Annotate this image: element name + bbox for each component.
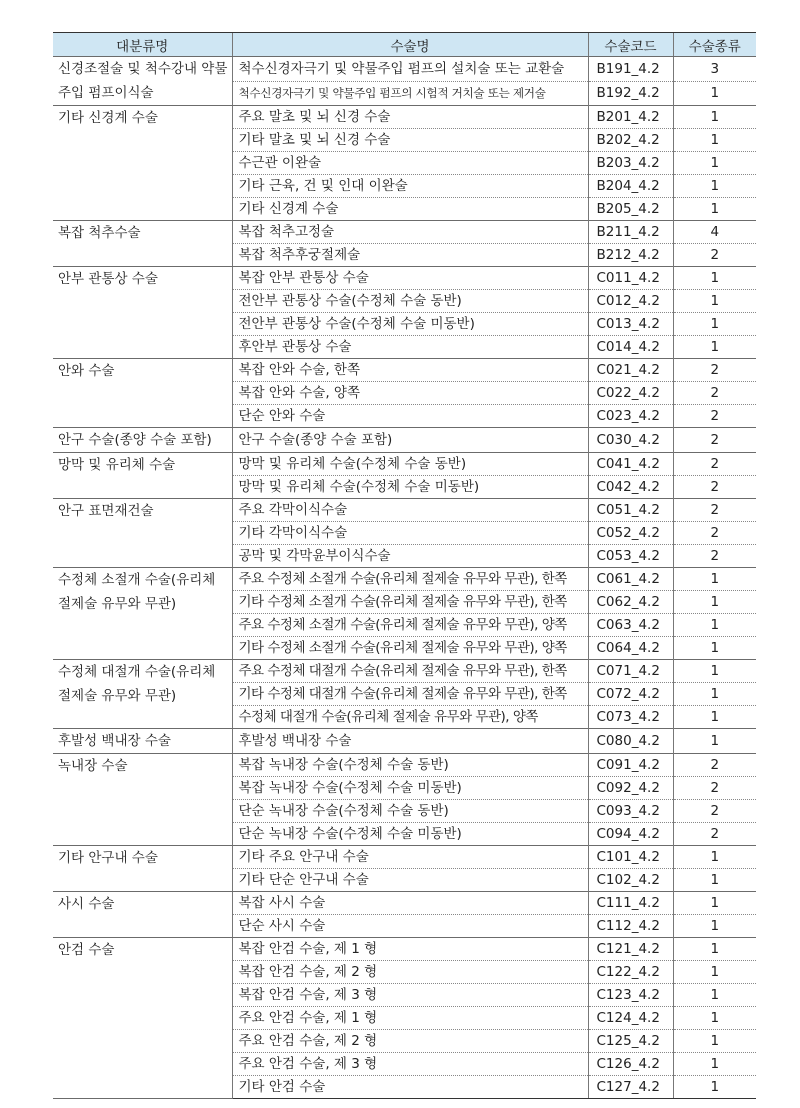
surgery-type-cell: 2	[673, 522, 756, 545]
table-row	[53, 499, 756, 522]
surgery-type-cell: 4	[673, 221, 756, 244]
surgery-type-cell: 1	[673, 175, 756, 198]
surgery-code-cell: C126_4.2	[588, 1053, 673, 1076]
surgery-type-cell: 2	[673, 382, 756, 405]
surgery-type-cell: 3	[673, 57, 756, 82]
header-surgery-name: 수술명	[232, 33, 588, 57]
surgery-type-cell: 1	[673, 81, 756, 106]
surgery-name-cell: 기타 단순 안구내 수술	[232, 869, 588, 892]
surgery-name-cell: 주요 안검 수술, 제 2 형	[232, 1030, 588, 1053]
header-surgery-type: 수술종류	[673, 33, 756, 57]
surgery-type-cell: 2	[673, 754, 756, 777]
surgery-name-cell: 후발성 백내장 수술	[232, 729, 588, 754]
table-row	[53, 57, 756, 82]
surgery-name-cell: 망막 및 유리체 수술(수정체 수술 동반)	[232, 453, 588, 476]
category-cell: 사시 수술	[53, 892, 232, 938]
surgery-code-cell: C062_4.2	[588, 591, 673, 614]
surgery-name-cell: 기타 수정체 소절개 수술(유리체 절제술 유무와 무관), 한쪽	[232, 591, 588, 614]
surgery-type-cell: 1	[673, 614, 756, 637]
surgery-code-cell: B203_4.2	[588, 152, 673, 175]
surgery-name-cell: 전안부 관통상 수술(수정체 수술 미동반)	[232, 313, 588, 336]
surgery-code-cell: C022_4.2	[588, 382, 673, 405]
surgery-code-cell: B205_4.2	[588, 198, 673, 221]
surgery-type-cell: 1	[673, 267, 756, 290]
table-row	[53, 892, 756, 915]
category-cell: 안와 수술	[53, 359, 232, 428]
surgery-type-cell: 2	[673, 545, 756, 568]
table-row	[53, 754, 756, 777]
surgery-code-cell: C091_4.2	[588, 754, 673, 777]
surgery-type-cell: 2	[673, 476, 756, 499]
surgery-code-cell: C101_4.2	[588, 846, 673, 869]
surgery-name-cell: 망막 및 유리체 수술(수정체 수술 미동반)	[232, 476, 588, 499]
surgery-type-cell: 2	[673, 453, 756, 476]
category-cell: 기타 신경계 수술	[53, 106, 232, 221]
surgery-type-cell: 1	[673, 290, 756, 313]
surgery-code-cell: C122_4.2	[588, 961, 673, 984]
surgery-name-cell: 주요 안검 수술, 제 3 형	[232, 1053, 588, 1076]
surgery-type-cell: 1	[673, 706, 756, 729]
surgery-name-cell: 복잡 척추고정술	[232, 221, 588, 244]
surgery-type-cell: 1	[673, 846, 756, 869]
surgery-type-cell: 2	[673, 823, 756, 846]
category-cell: 기타 안구내 수술	[53, 846, 232, 892]
surgery-type-cell: 1	[673, 313, 756, 336]
surgery-code-cell: C061_4.2	[588, 568, 673, 591]
surgery-code-cell: C111_4.2	[588, 892, 673, 915]
surgery-name-cell: 공막 및 각막윤부이식수술	[232, 545, 588, 568]
surgery-type-cell: 1	[673, 1030, 756, 1053]
surgery-code-cell: C014_4.2	[588, 336, 673, 359]
surgery-name-cell: 단순 녹내장 수술(수정체 수술 동반)	[232, 800, 588, 823]
surgery-name-cell: 기타 말초 및 뇌 신경 수술	[232, 129, 588, 152]
surgery-type-cell: 1	[673, 106, 756, 129]
surgery-code-cell: B202_4.2	[588, 129, 673, 152]
category-cell: 안구 수술(종양 수술 포함)	[53, 428, 232, 453]
category-cell: 안검 수술	[53, 938, 232, 1099]
surgery-code-cell: C121_4.2	[588, 938, 673, 961]
surgery-name-cell: 후안부 관통상 수술	[232, 336, 588, 359]
surgery-type-cell: 1	[673, 1076, 756, 1099]
surgery-name-cell: 척수신경자극기 및 약물주입 펌프의 시험적 거치술 또는 제거술	[232, 81, 588, 106]
surgery-code-cell: C071_4.2	[588, 660, 673, 683]
surgery-name-cell: 기타 수정체 소절개 수술(유리체 절제술 유무와 무관), 양쪽	[232, 637, 588, 660]
surgery-name-cell: 기타 각막이식수술	[232, 522, 588, 545]
surgery-code-table-page	[53, 32, 756, 1099]
surgery-code-cell: C063_4.2	[588, 614, 673, 637]
surgery-type-cell: 2	[673, 359, 756, 382]
surgery-name-cell: 주요 수정체 소절개 수술(유리체 절제술 유무와 무관), 양쪽	[232, 614, 588, 637]
surgery-code-cell: C021_4.2	[588, 359, 673, 382]
surgery-type-cell: 1	[673, 938, 756, 961]
surgery-code-cell: C053_4.2	[588, 545, 673, 568]
category-cell: 복잡 척추수술	[53, 221, 232, 267]
surgery-name-cell: 주요 수정체 대절개 수술(유리체 절제술 유무와 무관), 한쪽	[232, 660, 588, 683]
surgery-type-cell: 1	[673, 869, 756, 892]
surgery-code-table	[53, 32, 756, 1099]
surgery-code-cell: C030_4.2	[588, 428, 673, 453]
table-row	[53, 846, 756, 869]
surgery-type-cell: 1	[673, 198, 756, 221]
surgery-name-cell: 기타 주요 안구내 수술	[232, 846, 588, 869]
surgery-name-cell: 주요 말초 및 뇌 신경 수술	[232, 106, 588, 129]
surgery-name-cell: 복잡 안검 수술, 제 3 형	[232, 984, 588, 1007]
surgery-name-cell: 척수신경자극기 및 약물주입 펌프의 설치술 또는 교환술	[232, 57, 588, 82]
surgery-code-cell: C052_4.2	[588, 522, 673, 545]
surgery-name-cell: 복잡 안검 수술, 제 1 형	[232, 938, 588, 961]
surgery-type-cell: 1	[673, 129, 756, 152]
category-cell: 안구 표면재건술	[53, 499, 232, 568]
surgery-name-cell: 전안부 관통상 수술(수정체 수술 동반)	[232, 290, 588, 313]
surgery-name-cell: 기타 근육, 건 및 인대 이완술	[232, 175, 588, 198]
surgery-type-cell: 2	[673, 777, 756, 800]
table-row	[53, 359, 756, 382]
surgery-name-cell: 복잡 안와 수술, 한쪽	[232, 359, 588, 382]
category-cell: 망막 및 유리체 수술	[53, 453, 232, 499]
surgery-code-cell: C013_4.2	[588, 313, 673, 336]
surgery-name-cell: 수근관 이완술	[232, 152, 588, 175]
surgery-code-cell: C023_4.2	[588, 405, 673, 428]
category-cell: 신경조절술 및 척수강내 약물주입 펌프이식술	[53, 57, 232, 106]
surgery-type-cell: 1	[673, 568, 756, 591]
surgery-type-cell: 1	[673, 961, 756, 984]
table-body	[53, 57, 756, 1099]
surgery-code-cell: C124_4.2	[588, 1007, 673, 1030]
surgery-type-cell: 2	[673, 499, 756, 522]
surgery-type-cell: 1	[673, 1053, 756, 1076]
surgery-type-cell: 1	[673, 336, 756, 359]
surgery-type-cell: 1	[673, 660, 756, 683]
surgery-code-cell: C041_4.2	[588, 453, 673, 476]
surgery-type-cell: 2	[673, 428, 756, 453]
surgery-name-cell: 단순 사시 수술	[232, 915, 588, 938]
surgery-type-cell: 2	[673, 800, 756, 823]
surgery-name-cell: 복잡 척추후궁절제술	[232, 244, 588, 267]
surgery-name-cell: 복잡 사시 수술	[232, 892, 588, 915]
surgery-code-cell: C073_4.2	[588, 706, 673, 729]
surgery-name-cell: 안구 수술(종양 수술 포함)	[232, 428, 588, 453]
surgery-type-cell: 2	[673, 405, 756, 428]
surgery-type-cell: 1	[673, 729, 756, 754]
surgery-code-cell: C127_4.2	[588, 1076, 673, 1099]
surgery-type-cell: 1	[673, 1007, 756, 1030]
surgery-name-cell: 복잡 녹내장 수술(수정체 수술 동반)	[232, 754, 588, 777]
surgery-name-cell: 기타 수정체 대절개 수술(유리체 절제술 유무와 무관), 한쪽	[232, 683, 588, 706]
surgery-code-cell: B204_4.2	[588, 175, 673, 198]
surgery-name-cell: 기타 안검 수술	[232, 1076, 588, 1099]
table-row	[53, 106, 756, 129]
header-row	[53, 33, 756, 57]
table-row	[53, 660, 756, 683]
header-category: 대분류명	[53, 33, 232, 57]
surgery-code-cell: B191_4.2	[588, 57, 673, 82]
surgery-name-cell: 주요 수정체 소절개 수술(유리체 절제술 유무와 무관), 한쪽	[232, 568, 588, 591]
surgery-type-cell: 1	[673, 892, 756, 915]
surgery-code-cell: B211_4.2	[588, 221, 673, 244]
header-surgery-code: 수술코드	[588, 33, 673, 57]
table-row	[53, 453, 756, 476]
surgery-code-cell: C092_4.2	[588, 777, 673, 800]
table-row	[53, 267, 756, 290]
surgery-type-cell: 1	[673, 683, 756, 706]
category-cell: 수정체 대절개 수술(유리체 절제술 유무와 무관)	[53, 660, 232, 729]
surgery-code-cell: C112_4.2	[588, 915, 673, 938]
surgery-type-cell: 2	[673, 244, 756, 267]
surgery-code-cell: C012_4.2	[588, 290, 673, 313]
surgery-type-cell: 1	[673, 637, 756, 660]
surgery-code-cell: C011_4.2	[588, 267, 673, 290]
surgery-name-cell: 단순 안와 수술	[232, 405, 588, 428]
table-row	[53, 729, 756, 754]
surgery-code-cell: C123_4.2	[588, 984, 673, 1007]
surgery-code-cell: B192_4.2	[588, 81, 673, 106]
category-cell: 수정체 소절개 수술(유리체 절제술 유무와 무관)	[53, 568, 232, 660]
surgery-type-cell: 1	[673, 152, 756, 175]
surgery-name-cell: 주요 각막이식수술	[232, 499, 588, 522]
category-cell: 안부 관통상 수술	[53, 267, 232, 359]
surgery-name-cell: 복잡 안와 수술, 양쪽	[232, 382, 588, 405]
table-row	[53, 428, 756, 453]
surgery-code-cell: C102_4.2	[588, 869, 673, 892]
surgery-name-cell: 주요 안검 수술, 제 1 형	[232, 1007, 588, 1030]
table-row	[53, 938, 756, 961]
table-row	[53, 221, 756, 244]
surgery-name-cell: 복잡 안검 수술, 제 2 형	[232, 961, 588, 984]
surgery-code-cell: C064_4.2	[588, 637, 673, 660]
surgery-name-cell: 단순 녹내장 수술(수정체 수술 미동반)	[232, 823, 588, 846]
surgery-code-cell: C080_4.2	[588, 729, 673, 754]
category-cell: 녹내장 수술	[53, 754, 232, 846]
surgery-code-cell: C042_4.2	[588, 476, 673, 499]
surgery-code-cell: C094_4.2	[588, 823, 673, 846]
surgery-code-cell: C125_4.2	[588, 1030, 673, 1053]
surgery-code-cell: C051_4.2	[588, 499, 673, 522]
surgery-name-cell: 기타 신경계 수술	[232, 198, 588, 221]
surgery-code-cell: B212_4.2	[588, 244, 673, 267]
surgery-name-cell: 수정체 대절개 수술(유리체 절제술 유무와 무관), 양쪽	[232, 706, 588, 729]
surgery-name-cell: 복잡 안부 관통상 수술	[232, 267, 588, 290]
surgery-type-cell: 1	[673, 984, 756, 1007]
surgery-type-cell: 1	[673, 591, 756, 614]
category-cell: 후발성 백내장 수술	[53, 729, 232, 754]
surgery-type-cell: 1	[673, 915, 756, 938]
surgery-name-cell: 복잡 녹내장 수술(수정체 수술 미동반)	[232, 777, 588, 800]
table-row	[53, 568, 756, 591]
surgery-code-cell: C093_4.2	[588, 800, 673, 823]
surgery-code-cell: C072_4.2	[588, 683, 673, 706]
surgery-code-cell: B201_4.2	[588, 106, 673, 129]
